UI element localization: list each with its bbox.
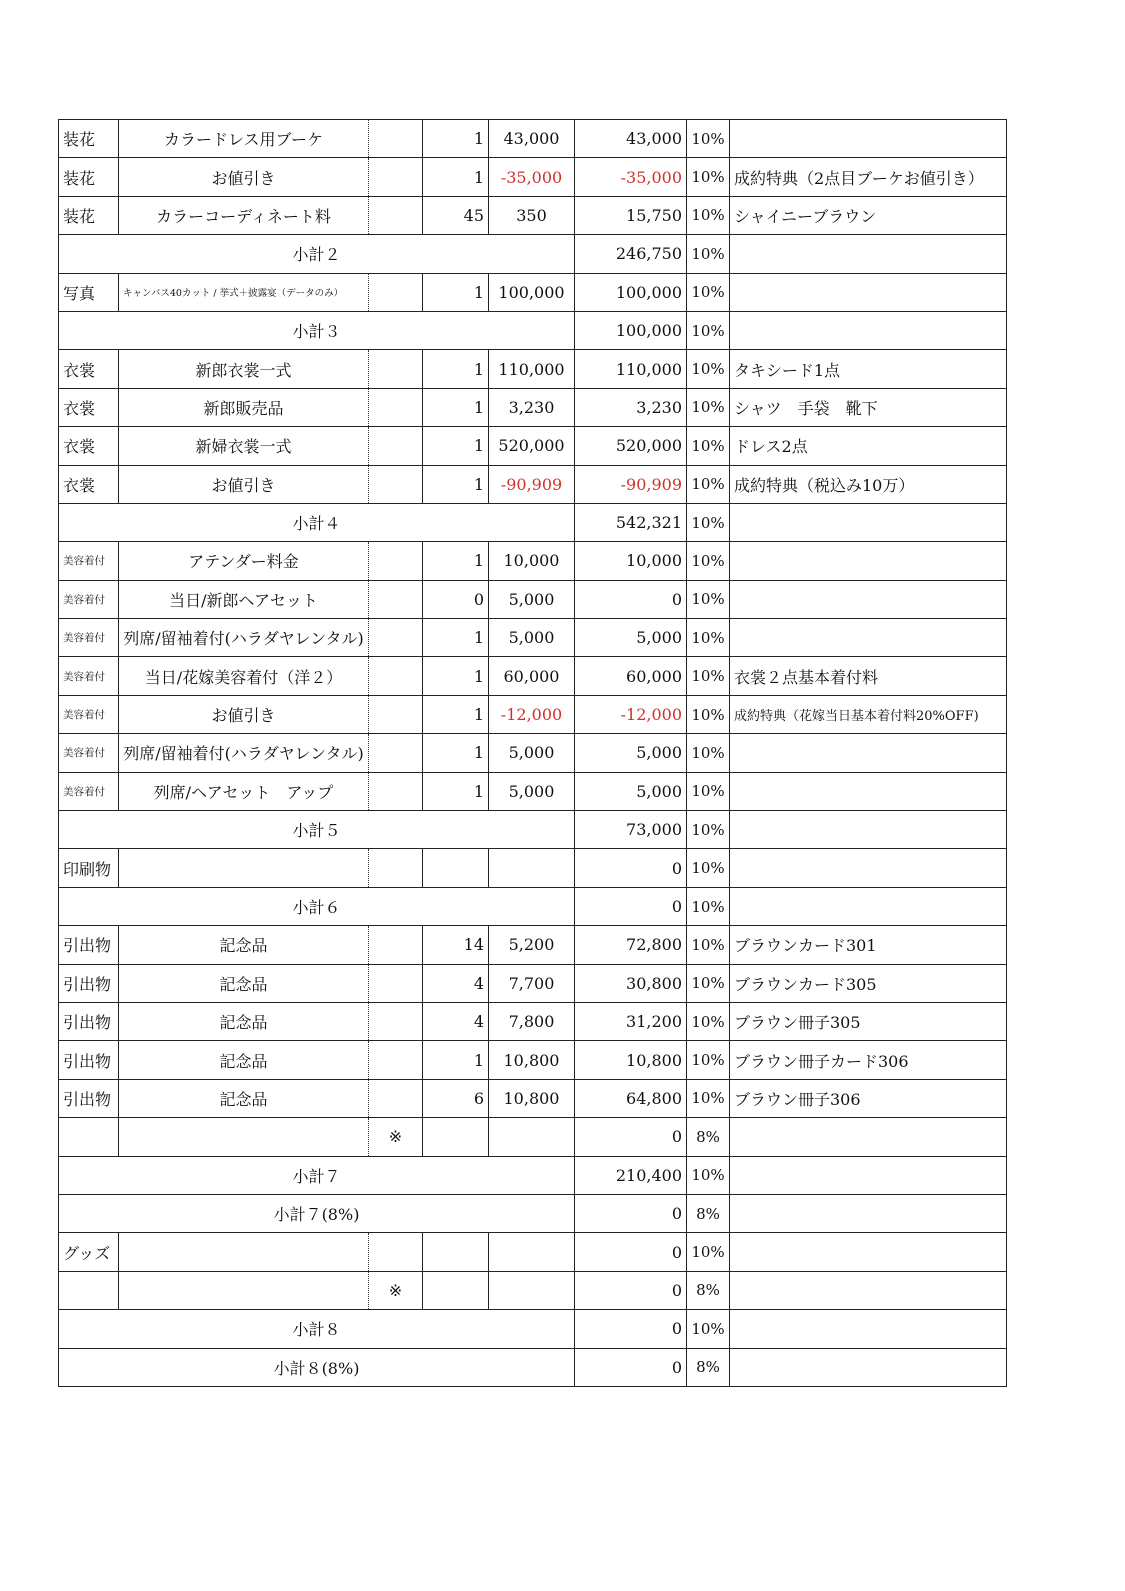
note-cell (730, 1194, 1007, 1232)
tax-rate-cell: 8% (687, 1118, 730, 1156)
item-name-cell: 記念品 (119, 1002, 369, 1040)
note-cell (730, 1233, 1007, 1271)
subtotal-label: 小計７ (59, 1156, 575, 1194)
mark-cell (369, 1079, 423, 1117)
amount-cell: 5,000 (575, 619, 687, 657)
quantity-cell: 1 (423, 465, 489, 503)
unit-price-cell: 5,000 (489, 619, 575, 657)
tax-rate-cell: 10% (687, 964, 730, 1002)
amount-cell: 5,000 (575, 734, 687, 772)
subtotal-label: 小計２ (59, 235, 575, 273)
table-row (59, 964, 1007, 1002)
tax-rate-cell: 10% (687, 196, 730, 234)
amount-cell: 0 (575, 1271, 687, 1309)
tax-rate-cell: 10% (687, 273, 730, 311)
unit-price-cell: 60,000 (489, 657, 575, 695)
unit-price-cell: 5,000 (489, 580, 575, 618)
estimate-rows (59, 120, 1007, 1387)
item-name-cell: 記念品 (119, 964, 369, 1002)
mark-cell (369, 849, 423, 887)
subtotal-row (59, 1348, 1007, 1386)
quantity-cell (423, 1233, 489, 1271)
tax-rate-cell: 10% (687, 926, 730, 964)
unit-price-cell: 5,200 (489, 926, 575, 964)
item-name-cell: お値引き (119, 695, 369, 733)
subtotal-label: 小計４ (59, 503, 575, 541)
amount-cell: 0 (575, 580, 687, 618)
tax-rate-cell: 8% (687, 1194, 730, 1232)
table-row (59, 734, 1007, 772)
tax-rate-cell: 10% (687, 657, 730, 695)
tax-rate-cell: 10% (687, 465, 730, 503)
quantity-cell: 1 (423, 734, 489, 772)
table-row (59, 580, 1007, 618)
amount-cell: 0 (575, 1118, 687, 1156)
item-name-cell: 列席/ヘアセット アップ (119, 772, 369, 810)
note-cell (730, 811, 1007, 849)
category-cell: グッズ (59, 1233, 119, 1271)
amount-cell: 43,000 (575, 120, 687, 158)
category-cell: 美容着付 (59, 695, 119, 733)
amount-cell: 0 (575, 849, 687, 887)
subtotal-row (59, 235, 1007, 273)
mark-cell (369, 1041, 423, 1079)
note-cell (730, 734, 1007, 772)
amount-cell: 542,321 (575, 503, 687, 541)
item-name-cell (119, 1233, 369, 1271)
unit-price-cell: 10,800 (489, 1079, 575, 1117)
unit-price-cell (489, 1271, 575, 1309)
tax-rate-cell: 8% (687, 1271, 730, 1309)
tax-rate-cell: 10% (687, 772, 730, 810)
quantity-cell (423, 1271, 489, 1309)
table-row (59, 657, 1007, 695)
mark-cell (369, 196, 423, 234)
unit-price-cell (489, 1118, 575, 1156)
quantity-cell: 1 (423, 427, 489, 465)
quantity-cell: 1 (423, 350, 489, 388)
amount-cell: -12,000 (575, 695, 687, 733)
mark-cell (369, 158, 423, 196)
tax-rate-cell: 8% (687, 1348, 730, 1386)
quantity-cell: 4 (423, 964, 489, 1002)
table-row (59, 1079, 1007, 1117)
category-cell: 衣裳 (59, 350, 119, 388)
note-cell (730, 1118, 1007, 1156)
category-cell: 美容着付 (59, 657, 119, 695)
note-cell (730, 542, 1007, 580)
table-row (59, 849, 1007, 887)
tax-rate-cell: 10% (687, 811, 730, 849)
subtotal-row (59, 311, 1007, 349)
category-cell: 美容着付 (59, 772, 119, 810)
quantity-cell: 1 (423, 542, 489, 580)
note-cell (730, 849, 1007, 887)
unit-price-cell: 350 (489, 196, 575, 234)
tax-rate-cell: 10% (687, 388, 730, 426)
note-cell (730, 1348, 1007, 1386)
item-name-cell: 記念品 (119, 926, 369, 964)
amount-cell: 10,000 (575, 542, 687, 580)
amount-cell: 60,000 (575, 657, 687, 695)
amount-cell: 64,800 (575, 1079, 687, 1117)
item-name-cell: キャンバス40カット / 挙式＋披露宴（データのみ） (119, 273, 369, 311)
table-row (59, 695, 1007, 733)
item-name-cell (119, 849, 369, 887)
table-row (59, 388, 1007, 426)
note-cell: 成約特典（2点目ブーケお値引き） (730, 158, 1007, 196)
subtotal-row (59, 811, 1007, 849)
table-row (59, 1002, 1007, 1040)
amount-cell: 520,000 (575, 427, 687, 465)
amount-cell: 0 (575, 1310, 687, 1348)
tax-rate-cell: 10% (687, 427, 730, 465)
unit-price-cell: 10,000 (489, 542, 575, 580)
unit-price-cell: 7,700 (489, 964, 575, 1002)
tax-rate-cell: 10% (687, 849, 730, 887)
mark-cell (369, 427, 423, 465)
note-cell (730, 120, 1007, 158)
category-cell: 衣裳 (59, 427, 119, 465)
amount-cell: 10,800 (575, 1041, 687, 1079)
tax-rate-cell: 10% (687, 887, 730, 925)
item-name-cell: 新婦衣裳一式 (119, 427, 369, 465)
mark-cell (369, 273, 423, 311)
item-name-cell: 記念品 (119, 1079, 369, 1117)
unit-price-cell: 10,800 (489, 1041, 575, 1079)
amount-cell: 0 (575, 1233, 687, 1271)
mark-cell (369, 964, 423, 1002)
note-cell (730, 1310, 1007, 1348)
item-name-cell: カラードレス用ブーケ (119, 120, 369, 158)
tax-rate-cell: 10% (687, 734, 730, 772)
category-cell: 美容着付 (59, 580, 119, 618)
quantity-cell: 1 (423, 772, 489, 810)
item-name-cell (119, 1271, 369, 1309)
quantity-cell: 1 (423, 158, 489, 196)
quantity-cell: 6 (423, 1079, 489, 1117)
category-cell: 装花 (59, 120, 119, 158)
table-row (59, 120, 1007, 158)
unit-price-cell: 43,000 (489, 120, 575, 158)
mark-cell (369, 734, 423, 772)
category-cell: 衣裳 (59, 388, 119, 426)
unit-price-cell: 7,800 (489, 1002, 575, 1040)
tax-rate-cell: 10% (687, 542, 730, 580)
amount-cell: 110,000 (575, 350, 687, 388)
mark-cell (369, 619, 423, 657)
note-cell: ブラウン冊子カード306 (730, 1041, 1007, 1079)
category-cell: 引出物 (59, 1079, 119, 1117)
tax-rate-cell: 10% (687, 1002, 730, 1040)
tax-rate-cell: 10% (687, 619, 730, 657)
item-name-cell: お値引き (119, 158, 369, 196)
quantity-cell: 45 (423, 196, 489, 234)
mark-cell (369, 1233, 423, 1271)
subtotal-row (59, 887, 1007, 925)
mark-cell (369, 657, 423, 695)
amount-cell: 246,750 (575, 235, 687, 273)
amount-cell: 210,400 (575, 1156, 687, 1194)
subtotal-label: 小計６ (59, 887, 575, 925)
quantity-cell: 1 (423, 1041, 489, 1079)
subtotal-row (59, 1310, 1007, 1348)
item-name-cell: お値引き (119, 465, 369, 503)
unit-price-cell (489, 849, 575, 887)
mark-cell (369, 580, 423, 618)
category-cell: 衣裳 (59, 465, 119, 503)
amount-cell: 100,000 (575, 311, 687, 349)
note-cell (730, 619, 1007, 657)
note-cell: シャイニーブラウン (730, 196, 1007, 234)
mark-cell (369, 120, 423, 158)
category-cell: 引出物 (59, 926, 119, 964)
tax-rate-cell: 10% (687, 120, 730, 158)
quantity-cell: 1 (423, 388, 489, 426)
unit-price-cell: 110,000 (489, 350, 575, 388)
category-cell: 印刷物 (59, 849, 119, 887)
quantity-cell: 1 (423, 695, 489, 733)
mark-cell (369, 926, 423, 964)
table-row (59, 1271, 1007, 1309)
note-cell: ブラウンカード301 (730, 926, 1007, 964)
quantity-cell: 1 (423, 273, 489, 311)
category-cell: 装花 (59, 158, 119, 196)
note-cell (730, 235, 1007, 273)
note-cell: ブラウンカード305 (730, 964, 1007, 1002)
subtotal-row (59, 1194, 1007, 1232)
table-row (59, 465, 1007, 503)
quantity-cell (423, 1118, 489, 1156)
amount-cell: 72,800 (575, 926, 687, 964)
tax-rate-cell: 10% (687, 235, 730, 273)
note-cell (730, 1271, 1007, 1309)
table-row (59, 1041, 1007, 1079)
quantity-cell: 1 (423, 657, 489, 695)
category-cell: 美容着付 (59, 619, 119, 657)
item-name-cell: 列席/留袖着付(ハラダヤレンタル) (119, 619, 369, 657)
subtotal-label: 小計８(8%) (59, 1348, 575, 1386)
item-name-cell: カラーコーディネート料 (119, 196, 369, 234)
mark-cell (369, 350, 423, 388)
item-name-cell: 当日/花嫁美容着付（洋２） (119, 657, 369, 695)
unit-price-cell: 5,000 (489, 734, 575, 772)
note-cell: ブラウン冊子305 (730, 1002, 1007, 1040)
tax-rate-cell: 10% (687, 503, 730, 541)
amount-cell: 0 (575, 1194, 687, 1232)
category-cell: 美容着付 (59, 542, 119, 580)
item-name-cell: 記念品 (119, 1041, 369, 1079)
table-row (59, 926, 1007, 964)
note-cell: 成約特典（税込み10万） (730, 465, 1007, 503)
tax-rate-cell: 10% (687, 1156, 730, 1194)
unit-price-cell: 100,000 (489, 273, 575, 311)
mark-cell (369, 465, 423, 503)
item-name-cell: 新郎販売品 (119, 388, 369, 426)
mark-cell (369, 772, 423, 810)
tax-rate-cell: 10% (687, 1041, 730, 1079)
mark-cell: ※ (369, 1271, 423, 1309)
quantity-cell (423, 849, 489, 887)
item-name-cell: アテンダー料金 (119, 542, 369, 580)
amount-cell: 30,800 (575, 964, 687, 1002)
category-cell: 引出物 (59, 964, 119, 1002)
amount-cell: -90,909 (575, 465, 687, 503)
note-cell (730, 1156, 1007, 1194)
note-cell: 成約特典（花嫁当日基本着付料20%OFF) (730, 695, 1007, 733)
amount-cell: 73,000 (575, 811, 687, 849)
subtotal-row (59, 503, 1007, 541)
mark-cell: ※ (369, 1118, 423, 1156)
category-cell: 装花 (59, 196, 119, 234)
table-row (59, 619, 1007, 657)
table-row (59, 158, 1007, 196)
tax-rate-cell: 10% (687, 1079, 730, 1117)
amount-cell: 15,750 (575, 196, 687, 234)
note-cell (730, 503, 1007, 541)
tax-rate-cell: 10% (687, 1310, 730, 1348)
mark-cell (369, 542, 423, 580)
note-cell: 衣裳２点基本着付料 (730, 657, 1007, 695)
quantity-cell: 0 (423, 580, 489, 618)
tax-rate-cell: 10% (687, 580, 730, 618)
subtotal-label: 小計８ (59, 1310, 575, 1348)
estimate-table (58, 119, 1007, 1387)
note-cell (730, 580, 1007, 618)
subtotal-label: 小計５ (59, 811, 575, 849)
quantity-cell: 4 (423, 1002, 489, 1040)
unit-price-cell: -12,000 (489, 695, 575, 733)
unit-price-cell: 5,000 (489, 772, 575, 810)
note-cell: ブラウン冊子306 (730, 1079, 1007, 1117)
note-cell: ドレス2点 (730, 427, 1007, 465)
table-row (59, 772, 1007, 810)
category-cell: 引出物 (59, 1002, 119, 1040)
unit-price-cell: -35,000 (489, 158, 575, 196)
table-row (59, 273, 1007, 311)
table-row (59, 542, 1007, 580)
amount-cell: 5,000 (575, 772, 687, 810)
unit-price-cell: 3,230 (489, 388, 575, 426)
mark-cell (369, 695, 423, 733)
quantity-cell: 14 (423, 926, 489, 964)
category-cell (59, 1118, 119, 1156)
note-cell (730, 772, 1007, 810)
subtotal-label: 小計３ (59, 311, 575, 349)
item-name-cell: 当日/新郎ヘアセット (119, 580, 369, 618)
note-cell (730, 273, 1007, 311)
note-cell (730, 311, 1007, 349)
amount-cell: 0 (575, 887, 687, 925)
unit-price-cell: 520,000 (489, 427, 575, 465)
subtotal-label: 小計７(8%) (59, 1194, 575, 1232)
subtotal-row (59, 1156, 1007, 1194)
unit-price-cell: -90,909 (489, 465, 575, 503)
item-name-cell: 列席/留袖着付(ハラダヤレンタル) (119, 734, 369, 772)
unit-price-cell (489, 1233, 575, 1271)
table-row (59, 1118, 1007, 1156)
table-row (59, 1233, 1007, 1271)
item-name-cell (119, 1118, 369, 1156)
tax-rate-cell: 10% (687, 695, 730, 733)
tax-rate-cell: 10% (687, 1233, 730, 1271)
table-row (59, 350, 1007, 388)
amount-cell: -35,000 (575, 158, 687, 196)
note-cell: タキシード1点 (730, 350, 1007, 388)
amount-cell: 100,000 (575, 273, 687, 311)
item-name-cell: 新郎衣裳一式 (119, 350, 369, 388)
quantity-cell: 1 (423, 619, 489, 657)
quantity-cell: 1 (423, 120, 489, 158)
tax-rate-cell: 10% (687, 158, 730, 196)
mark-cell (369, 388, 423, 426)
amount-cell: 3,230 (575, 388, 687, 426)
category-cell: 写真 (59, 273, 119, 311)
tax-rate-cell: 10% (687, 350, 730, 388)
category-cell: 美容着付 (59, 734, 119, 772)
note-cell (730, 887, 1007, 925)
table-row (59, 196, 1007, 234)
amount-cell: 0 (575, 1348, 687, 1386)
mark-cell (369, 1002, 423, 1040)
tax-rate-cell: 10% (687, 311, 730, 349)
category-cell: 引出物 (59, 1041, 119, 1079)
table-row (59, 427, 1007, 465)
amount-cell: 31,200 (575, 1002, 687, 1040)
note-cell: シャツ 手袋 靴下 (730, 388, 1007, 426)
category-cell (59, 1271, 119, 1309)
